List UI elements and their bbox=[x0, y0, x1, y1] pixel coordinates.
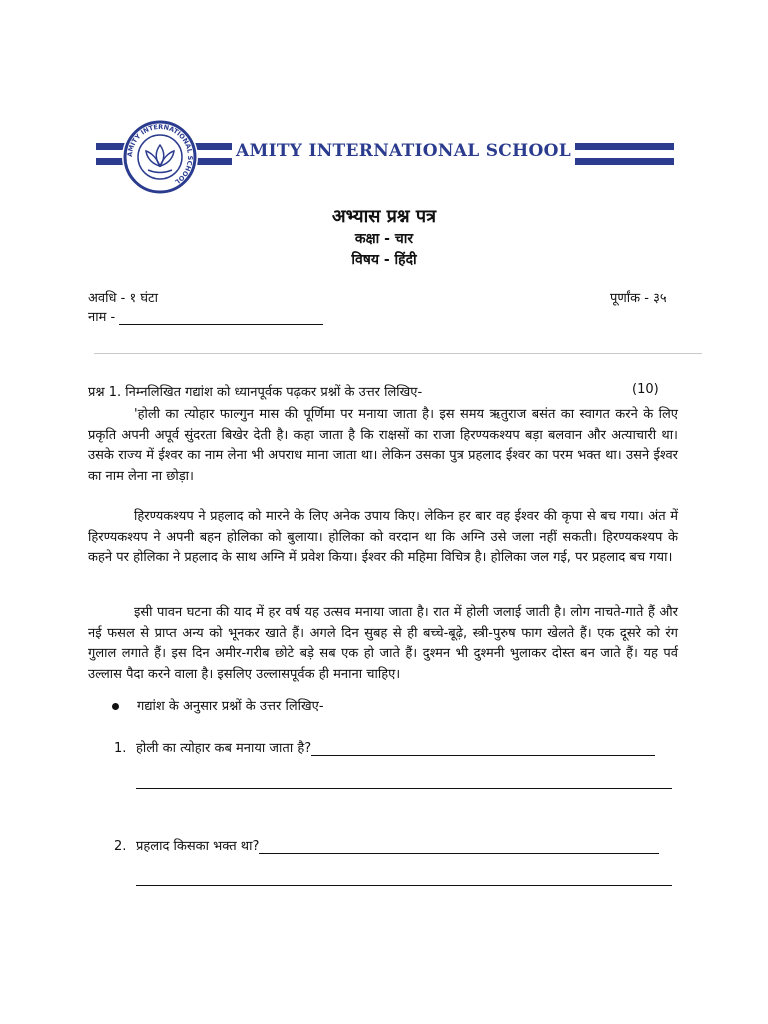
name-label: नाम - bbox=[88, 310, 120, 325]
question1-heading: प्रश्न 1. निम्नलिखित गद्यांश को ध्यानपूर्वक पढ़कर प्रश्नों के उत्तर लिखिए- bbox=[88, 385, 423, 400]
passage-paragraph-1: 'होली का त्योहार फाल्गुन मास की पूर्णिमा पर मनाया जाता है। इस समय ऋतुराज बसंत का स्वागत करने के लिए प्रकृति अपनी अपूर्व सुंदरता बिखेर देती है। कहा जाता है कि राक्षसों का राजा हिरण्यकश्यप बड़ा बलवान और अत्याचारी था। उसके राज्य में ईश्वर का नाम लेना भी अपराध माना जाता था। लेकिन उसका पुत्र प्रहलाद ईश्वर का परम भक्त था। उसने ईश्वर का नाम लेना ना छोड़ा। bbox=[88, 407, 678, 484]
total-marks: पूर्णांक - ३५ bbox=[610, 291, 667, 306]
question-item bbox=[114, 836, 659, 854]
instruction-text: गद्यांश के अनुसार प्रश्नों के उत्तर लिखिए- bbox=[137, 699, 324, 714]
passage-paragraph-2: हिरण्यकश्यप ने प्रहलाद को मारने के लिए अनेक उपाय किए। लेकिन हर बार वह ईश्वर की कृपा से बच गया। अंत में हिरण्यकश्यप ने अपनी बहन होलिका को बुलाया। होलिका को वरदान था कि अग्नि उसे जला नहीं सकती। हिरण्यकश्यप के कहने पर होलिका ने प्रहलाद के साथ अग्नि में प्रवेश किया। ईश्वर की महिमा विचित्र है। होलिका जल गई, पर प्रहलाद बच गया। bbox=[88, 509, 678, 565]
answer-blank-inline[interactable] bbox=[259, 839, 659, 854]
lotus-emblem-icon bbox=[122, 119, 198, 195]
duration: अवधि - १ घंटा bbox=[88, 291, 158, 306]
school-name: AMITY INTERNATIONAL SCHOOL bbox=[232, 136, 575, 166]
separator-line bbox=[94, 353, 702, 354]
school-logo bbox=[122, 119, 198, 195]
answer-line[interactable] bbox=[136, 885, 672, 886]
question-number: 1. bbox=[114, 741, 127, 756]
question-text: होली का त्योहार कब मनाया जाता है? bbox=[136, 741, 312, 756]
question1-marks: (10) bbox=[632, 382, 659, 397]
question-item bbox=[114, 738, 655, 756]
question-text: प्रहलाद किसका भक्त था? bbox=[136, 839, 260, 854]
name-row bbox=[88, 307, 323, 325]
logo-ring-text: AMITY INTERNATIONAL SCHOOL bbox=[125, 122, 195, 186]
subject-line: विषय - हिंदी bbox=[351, 252, 417, 268]
school-header bbox=[96, 116, 674, 186]
page-title: अभ्यास प्रश्न पत्र bbox=[331, 206, 437, 227]
bullet-icon bbox=[112, 703, 119, 710]
passage-paragraph-3: इसी पावन घटना की याद में हर वर्ष यह उत्सव मनाया जाता है। रात में होली जलाई जाती है। लोग नाचते-गाते हैं और नई फसल से प्राप्त अन्य को भूनकर खाते हैं। अगले दिन सुबह से ही बच्चे-बूढ़े, स्त्री-पुरुष फाग खेलते हैं। एक दूसरे को रंग गुलाल लगाते हैं। इस दिन अमीर-गरीब छोटे बड़े सब एक हो जाते हैं। दुश्मन भी दुश्मनी भुलाकर दोस्त बन जाते हैं। यह पर्व उल्लास पैदा करने वाला है। इसलिए उल्लासपूर्वक ही मनाना चाहिए। bbox=[88, 605, 678, 682]
name-blank-line[interactable] bbox=[119, 310, 323, 325]
question-number: 2. bbox=[114, 839, 127, 854]
instruction-bullet bbox=[112, 696, 324, 714]
class-line: कक्षा - चार bbox=[354, 231, 414, 247]
answer-blank-inline[interactable] bbox=[311, 741, 655, 756]
answer-line[interactable] bbox=[136, 788, 672, 789]
